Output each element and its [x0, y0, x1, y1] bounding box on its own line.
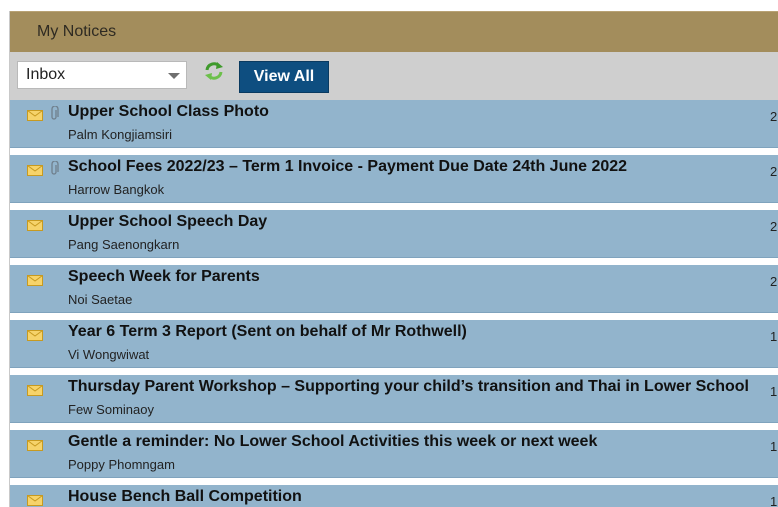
notice-date: 2 [770, 274, 778, 289]
notice-date: 1 [770, 494, 778, 507]
notice-sender: Pang Saenongkarn [68, 237, 180, 252]
envelope-icon [27, 218, 43, 229]
envelope-icon [27, 383, 43, 394]
notice-subject[interactable]: Upper School Class Photo [68, 103, 269, 120]
notice-row[interactable] [10, 155, 778, 203]
envelope-icon [27, 328, 43, 339]
notice-row[interactable] [10, 265, 778, 313]
notices-panel [9, 11, 778, 507]
notice-row[interactable] [10, 100, 778, 148]
folder-select[interactable] [17, 61, 187, 89]
notice-date: 2 [770, 219, 778, 234]
notice-sender: Poppy Phomngam [68, 457, 175, 472]
notice-row[interactable] [10, 485, 778, 507]
chevron-down-icon [168, 73, 180, 79]
envelope-icon [27, 438, 43, 449]
notice-date: 2 [770, 164, 778, 179]
refresh-icon[interactable] [203, 60, 225, 82]
notice-sender: Vi Wongwiwat [68, 347, 150, 362]
notice-row[interactable] [10, 375, 778, 423]
envelope-icon [27, 493, 43, 504]
paperclip-icon [49, 106, 59, 122]
notice-row[interactable] [10, 320, 778, 368]
folder-select-value: Inbox [26, 66, 66, 83]
envelope-icon [27, 163, 43, 174]
notice-sender: Few Sominaoy [68, 402, 154, 417]
panel-header [10, 11, 778, 52]
notice-subject[interactable]: House Bench Ball Competition [68, 488, 302, 505]
notice-date: 1 [770, 329, 778, 344]
notice-subject[interactable]: Speech Week for Parents [68, 268, 260, 285]
notice-sender: Harrow Bangkok [68, 182, 165, 197]
notice-subject[interactable]: Gentle a reminder: No Lower School Activities this week or next week [68, 433, 598, 450]
notice-subject[interactable]: School Fees 2022/23 – Term 1 Invoice - Payment Due Date 24th June 2022 [68, 158, 628, 175]
toolbar [10, 52, 778, 100]
notice-date: 2 [770, 109, 778, 124]
envelope-icon [27, 273, 43, 284]
notice-list [10, 100, 778, 507]
page-title: My Notices [37, 23, 117, 40]
notice-row[interactable] [10, 210, 778, 258]
notice-date: 1 [770, 439, 778, 454]
notice-sender: Palm Kongjiamsiri [68, 127, 173, 142]
notice-subject[interactable]: Year 6 Term 3 Report (Sent on behalf of Mr Rothwell) [68, 323, 467, 340]
envelope-icon [27, 108, 43, 119]
notice-subject[interactable]: Thursday Parent Workshop – Supporting your child’s transition and Thai in Lower School [68, 378, 749, 395]
notice-row[interactable] [10, 430, 778, 478]
paperclip-icon [49, 161, 59, 177]
notice-sender: Noi Saetae [68, 292, 133, 307]
view-all-button[interactable]: View All [239, 61, 329, 93]
notice-subject[interactable]: Upper School Speech Day [68, 213, 268, 230]
notice-date: 1 [770, 384, 778, 399]
